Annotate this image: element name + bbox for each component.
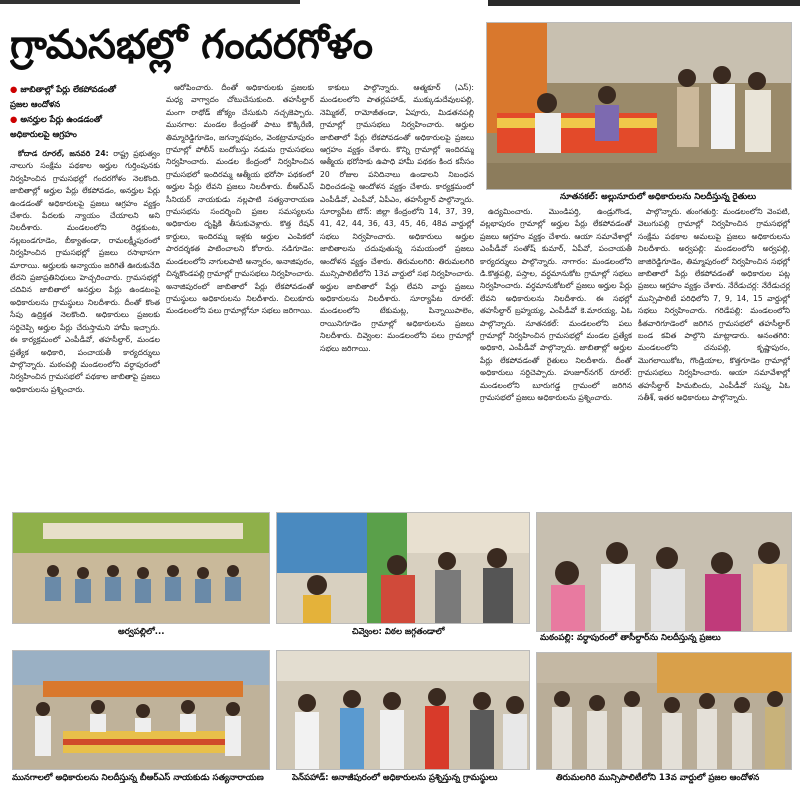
deck	[10, 82, 160, 142]
top-rule-left	[0, 0, 300, 4]
caption-mid-right: మఠంపల్లి: వర్ధాపురంలో తాసీల్దార్‌ను నిలదీస్తున్న ప్రజలు	[540, 633, 721, 643]
deck-item-1: ● జాబితాల్లో పేర్లు లేకపోవడంతో	[10, 84, 116, 94]
caption-bot-center: పెన్‌పహాడ్: అనాజీపురంలో అధికారులను ప్రశ్నిస్తున్న గ్రామస్థులు	[292, 773, 498, 783]
photo-munagala	[12, 650, 270, 770]
article-column-3	[320, 82, 474, 510]
top-rule	[0, 0, 800, 6]
article-column-2	[166, 82, 314, 510]
photo-tirumalagiri	[536, 652, 792, 770]
deck-item-1-sub: ప్రజల ఆందోళన	[10, 99, 61, 109]
headline: గ్రామసభల్లో గందరగోళం	[10, 22, 374, 68]
caption-mid-center: చివ్వెంల: విఠల జగ్గతండాలో	[352, 627, 445, 637]
caption-mid-left: అర్వపల్లిలో...	[118, 627, 165, 637]
bullet-icon: ●	[10, 84, 18, 94]
article-column-4	[480, 206, 632, 510]
top-rule-right	[488, 0, 800, 6]
photo-mathampalli	[536, 512, 792, 632]
column-2-text: ఆరోపించారు. దీంతో అధికారులకు ప్రజలకు మధ్య వాగ్వాదం చోటుచేసుకుంది. తహసీల్దార్ మంగా రాథోడ్ జోక్యం చేసుకుని నచ్చజెప్పారు. మునగాల: మండల కేంద్రంతో పాటు కొక్కిరేణి, తిమ్మారెడ్డిగూడెం, జగన్నాథపురం, వెంకట్రామాపురం గ్రామాల్లో పోలీస్ బందోబస్తు నడుమ గ్రామసభలు నిర్వహించారు. మండల కేంద్రంలో నిర్వహించిన గ్రామసభలో ఇందిరమ్మ ఆత్మీయ భరోసా పథకంలో అర్హుల పేర్లు లేవని ప్రజలు నిలదీశారు. బీఆర్ఎస్ సీనియర్ నాయకుడు నల్లపాటి సత్యనారాయణ గ్రామసభను సందర్శించి ప్రజల సమస్యలను అధికారుల దృష్టికి తీసుకువెళ్లారు. కొత్త రేషన్ కార్డులు, ఇందిరమ్మ ఇళ్లకు అర్హుల ఎంపికలో పారదర్శకత పాటించాలని కోరారు. నడిగూడెం: మండలంలోని నాగులపాటి అన్నారం, అనాజిపురం, చిన్నకొండపల్లి గ్రామాల్లో గ్రామసభలు నిర్వహించారు. అనాజిపురంలో జాబితాలో పేర్లు లేకపోవడంతో గ్రామస్థులు అధికారులను నిలదీశారు. చిలుకూరు మండలంలోని పలు గ్రామాల్లోనూ సభలు జరిగాయి.	[166, 83, 314, 316]
article-column-5	[638, 206, 790, 510]
caption-top-photo: నూతనకల్: అల్లునూరులో అధికారులను నిలదీస్తున్న రైతులు	[560, 192, 757, 202]
column-1-text: రాష్ట్ర ప్రభుత్వం నాలుగు సంక్షేమ పథకాల అర్హుల గుర్తింపునకు నిర్వహించిన గ్రామసభల్లో గందరగోళం నెలకొంది. జాబితాల్లో అర్హుల పేర్లు లేకపోవడం, అనర్హుల పేర్లు ఉండడంతో అధికారులపై ప్రజలు ఆగ్రహం వ్యక్తం చేశారు. పేదలకు న్యాయం చేయాలని అని నిలదీశారు. మండలంలోని రెడ్లకుంట, నల్లబండగూడెం, బీక్యాతండా, రామలక్ష్మీపురంలో నిర్వహించిన గ్రామసభల్లో ప్రజలు రసాభాసగా మారాయి. అర్హులకు అన్యాయం జరిగితే ఊరుకునేది లేదని ప్రజాప్రతినిధులు హెచ్చరించారు. గ్రామసభల్లో చదివిన జాబితాలో అనర్హుల పేర్లు ఉండటంపై అధికారులను గ్రామస్థులు నిలదీశారు. దీంతో కొంత సేపు ఉద్రిక్తత నెలకొంది. అధికారులు ప్రజలకు సర్దిచెప్పి అర్హుల పేర్లు చేరుస్తామని హామీ ఇచ్చారు. ఈ కార్యక్రమంలో ఎంపీడీవో, తహసీల్దార్, మండల ప్రత్యేక అధికారి, పంచాయతీ కార్యదర్శులు పాల్గొన్నారు. మఠంపల్లి మండలంలోని వర్ధాపురంలో నిర్వహించిన గ్రామసభలో పథకాల జాబితాపై ప్రజలు అధికారులను ప్రశ్నించారు.	[10, 149, 160, 394]
column-5-text: పాల్గొన్నారు. తుంగతుర్తి: మండలంలోని వెంపటి, వెలుగుపల్లి గ్రామాల్లో నిర్వహించిన గ్రామసభల్లో సంక్షేమ పథకాల అమలుపై ప్రజలు అధికారులను నిలదీశారు. అర్వపల్లి: మండలంలోని అర్వపల్లి, జాజిరెడ్డిగూడెం, తిమ్మాపురంలో నిర్వహించిన సభల్లో జాబితాలో పేర్లు లేకపోవడంతో అధికారుల పట్ల ప్రజలు ఆగ్రహం వ్యక్తం చేశారు. నేరేడుచర్ల: నేరేడుచర్ల మున్సిపాలిటీ పరిధిలోని 7, 9, 14, 15 వార్డుల్లో సభలు నిర్వహించారు. గరిడేపల్లి: మండలంలోని కీతవారిగూడెంలో జరిగిన గ్రామసభలో తహసీల్దార్ బండ కవిత పాల్గొని మాట్లాడారు. అనంతగిరి: మండలంలోని చనుపల్లి, కృష్ణాపురం, మొగలాయికోట, గొండ్రియాల, కొత్తగూడెం గ్రామాల్లో గ్రామసభలు నిర్వహించారు. ఆయా సమావేశాల్లో తహసీల్దార్ హిమబిందు, ఎంపీడీవో సుష్మ, ఏఓ సతీశ్, ఇతర అధికారులు పాల్గొన్నారు.	[638, 207, 790, 403]
caption-bot-right: తిరుమలగిరి మున్సిపాలిటీలోని 13వ వార్డులో ప్రజల ఆందోళన	[556, 773, 760, 783]
bullet-icon: ●	[10, 114, 18, 124]
article-column-1	[10, 148, 160, 510]
deck-item-2: ● అనర్హుల పేర్లు ఉండడంతో	[10, 114, 102, 124]
column-3-text: కాకులు పాల్గొన్నారు. ఆత్మకూర్ (ఎస్): మండలంలోని పాతర్లపహాడ్, ముక్కుడుదేవులపల్లి, నెమ్మికల్, రామోజీతండా, ఏపూరు, మిడతనపల్లి గ్రామాల్లో గ్రామసభలు నిర్వహించారు. అర్హుల జాబితాలో పేర్లు లేకపోవడంతో అధికారులపై ప్రజలు ఆగ్రహం వ్యక్తం చేశారు. కొన్ని గ్రామాల్లో ఇందిరమ్మ ఆత్మీయ భరోసాకు ఉపాధి హామీ పథకం కింద కనీసం 20 రోజుల పనిదినాలు ఉండాలని నిబంధన విధించడంపై ఆందోళన వ్యక్తం చేశారు. కార్యక్రమంలో ఎంపీడీవో, ఎంపీవో, ఏపీఎం, తహసీల్దార్ పాల్గొన్నారు. సూర్యాపేట టౌన్: జిల్లా కేంద్రంలోని 14, 37, 39, 41, 42, 44, 36, 43, 45, 46, 48వ వార్డుల్లో సభలు నిర్వహించారు. అధికారులు అర్హుల జాబితాలను చదువుతున్న సమయంలో ప్రజలు ఆందోళన వ్యక్తం చేశారు. తిరుమలగిరి: తిరుమలగిరి మున్సిపాలిటీలోని 13వ వార్డులో సభ నిర్వహించారు. అర్హుల జాబితాలో పేర్లు లేవని వార్డు ప్రజలు అధికారులను నిలదీశారు. సూర్యాపేట రూరల్: మండలంలోని టేకుమట్ల, పిన్నాయిపాలెం, రాయినిగూడెం గ్రామాల్లో అధికారులను ప్రజలు నిలదీశారు. చివ్వెంల: మండలంలోని పలు గ్రామాల్లో సభలు జరిగాయి.	[320, 83, 474, 353]
photo-chivvemla	[276, 512, 530, 624]
photo-penpahad	[276, 650, 530, 770]
caption-bot-left: మునగాలలో అధికారులను నిలదీస్తున్న బీఆర్ఎస్ నాయకుడు సత్యనారాయణ	[12, 773, 264, 783]
deck-item-2-sub: అధికారులపై ఆగ్రహం	[10, 129, 77, 139]
dateline: కోదాడ రూరల్, జనవరి 24:	[18, 149, 109, 158]
photo-arvapalli	[12, 512, 270, 624]
column-4-text: ఉద్యమించారు. మొండిపర్తి, ఉండ్రుగొండ, వల్లభాపురం గ్రామాల్లో అర్హుల పేర్లు లేకపోవడంతో ప్రజలు ఆగ్రహం వ్యక్తం చేశారు. ఆయా సమావేశాల్లో ఎంపీడీవో సంతోష్ కుమార్, ఏపీవో, పంచాయతీ కార్యదర్శులు పాల్గొన్నారు. నాగారం: మండలంలోని డి.కొత్తపల్లి, పస్తాల, వర్ధమానుకోట గ్రామాల్లో సభలు నిర్వహించారు. వర్ధమానుకోటలో ప్రజలు అర్హుల పేర్లు లేవని అధికారులను నిలదీశారు. ఈ సభల్లో తహసీల్దార్ బ్రహ్మయ్య, ఎంపీడీవో కె.మారయ్య, ఏఓ పాల్గొన్నారు. నూతనకల్: మండలంలోని పలు గ్రామాల్లో నిర్వహించిన గ్రామసభల్లో మండల ప్రత్యేక అధికారి, ఎంపీడీవో పాల్గొన్నారు. జాబితాల్లో అర్హుల పేర్లు లేకపోవడంతో రైతులు నిలదీశారు. దీంతో అధికారులు సర్దిచెప్పారు. హుజూర్‌నగర్ రూరల్: మండలంలోని బూరుగడ్డ గ్రామంలో జరిగిన గ్రామసభలో ప్రజలు అధికారులను ప్రశ్నించారు.	[480, 207, 632, 403]
photo-farmers-questioning	[486, 22, 792, 190]
